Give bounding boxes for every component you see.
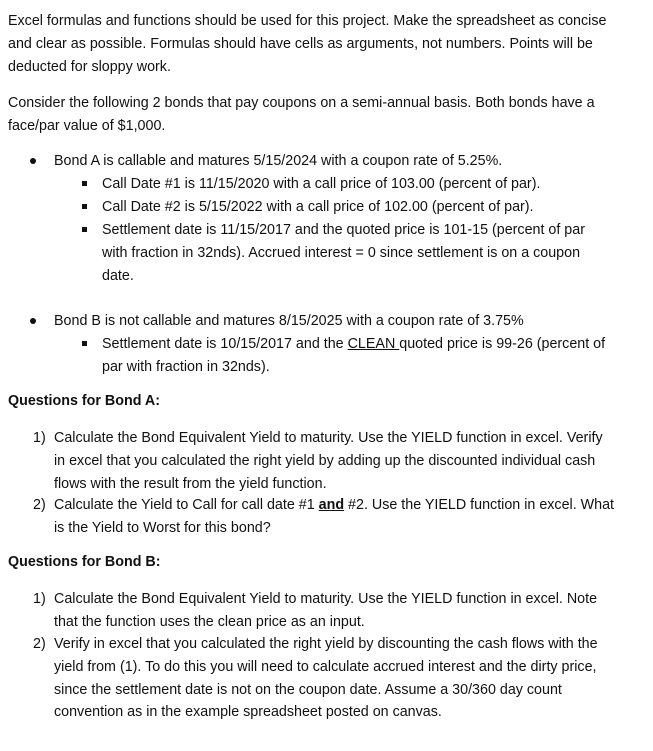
questions-a-heading: Questions for Bond A: <box>8 393 160 409</box>
bond-b-settlement <box>102 333 605 379</box>
question-a1-number: 1) <box>33 430 46 446</box>
bond-a-settlement <box>102 219 585 287</box>
question-a1-line-3: flows with the result from the yield function. <box>54 475 327 492</box>
bond-a-call-2: Call Date #2 is 5/15/2022 with a call price of 102.00 (percent of par). <box>102 199 534 215</box>
consider-line-2: face/par value of $1,000. <box>8 117 166 134</box>
bond-a-settlement-line-2: with fraction in 32nds). Accrued interest = 0 since settlement is on a coupon <box>102 244 581 261</box>
bond-b-settlement-post: quoted price is 99-26 (percent of <box>399 336 606 352</box>
bond-b-settlement-line-1 <box>102 333 605 356</box>
question-b1-number: 1) <box>33 591 46 607</box>
question-b1 <box>54 588 597 634</box>
question-b1-line-2: that the function uses the clean price as an input. <box>54 613 365 630</box>
bond-b-main: Bond B is not callable and matures 8/15/2025 with a coupon rate of 3.75% <box>54 313 524 329</box>
intro-line-3: deducted for sloppy work. <box>8 58 171 75</box>
question-a1 <box>54 427 603 495</box>
question-a1-line-2: in excel that you calculated the right yield by adding up the discounted individual cash <box>54 452 596 469</box>
bond-b-settlement-pre: Settlement date is 10/15/2017 and the <box>102 336 348 352</box>
consider-line-1: Consider the following 2 bonds that pay coupons on a semi-annual basis. Both bonds have a <box>8 95 595 111</box>
question-b1-line-1: Calculate the Bond Equivalent Yield to maturity. Use the YIELD function in excel. Note <box>54 591 598 607</box>
intro-paragraph <box>8 10 638 78</box>
question-a2-number: 2) <box>33 497 46 513</box>
bullet-dot-icon <box>30 158 36 164</box>
bond-a-settlement-line-3: date. <box>102 267 134 284</box>
bond-a-call-1: Call Date #1 is 11/15/2020 with a call price of 103.00 (percent of par). <box>102 176 541 192</box>
question-b2-line-4: convention as in the example spreadsheet posted on canvas. <box>54 704 442 721</box>
bullet-dot-icon <box>30 318 36 324</box>
intro-line-1: Excel formulas and functions should be used for this project. Make the spreadsheet as concise <box>8 13 607 29</box>
bond-b-settlement-line-2: par with fraction in 32nds). <box>102 358 270 375</box>
question-a1-line-1: Calculate the Bond Equivalent Yield to maturity. Use the YIELD function in excel. Verify <box>54 430 603 446</box>
question-a2-pre: Calculate the Yield to Call for call date #1 <box>54 497 319 513</box>
consider-paragraph <box>8 92 638 138</box>
question-b2-line-3: since the settlement date is not on the coupon date. Assume a 30/360 day count <box>54 681 562 698</box>
question-b2-line-1: Verify in excel that you calculated the right yield by discounting the cash flows with the <box>54 636 598 652</box>
question-b2 <box>54 633 598 724</box>
questions-b-heading: Questions for Bond B: <box>8 554 161 570</box>
question-a2-line-1 <box>54 494 614 517</box>
bullet-square-icon <box>82 204 87 209</box>
clean-underlined: CLEAN <box>347 336 400 352</box>
bullet-square-icon <box>82 341 87 346</box>
question-b2-line-2: yield from (1). To do this you will need to calculate accrued interest and the dirty price, <box>54 658 597 675</box>
question-a2-post: #2. Use the YIELD function in excel. What <box>344 497 615 513</box>
question-a2 <box>54 494 614 540</box>
bond-a-settlement-line-1: Settlement date is 11/15/2017 and the quoted price is 101-15 (percent of par <box>102 222 585 238</box>
question-b2-number: 2) <box>33 636 46 652</box>
bullet-square-icon <box>82 227 87 232</box>
bullet-square-icon <box>82 181 87 186</box>
and-underlined: and <box>318 497 345 513</box>
intro-line-2: and clear as possible. Formulas should have cells as arguments, not numbers. Points will be <box>8 35 593 52</box>
question-a2-line-2: is the Yield to Worst for this bond? <box>54 519 271 536</box>
bond-a-main: Bond A is callable and matures 5/15/2024 with a coupon rate of 5.25%. <box>54 153 503 169</box>
